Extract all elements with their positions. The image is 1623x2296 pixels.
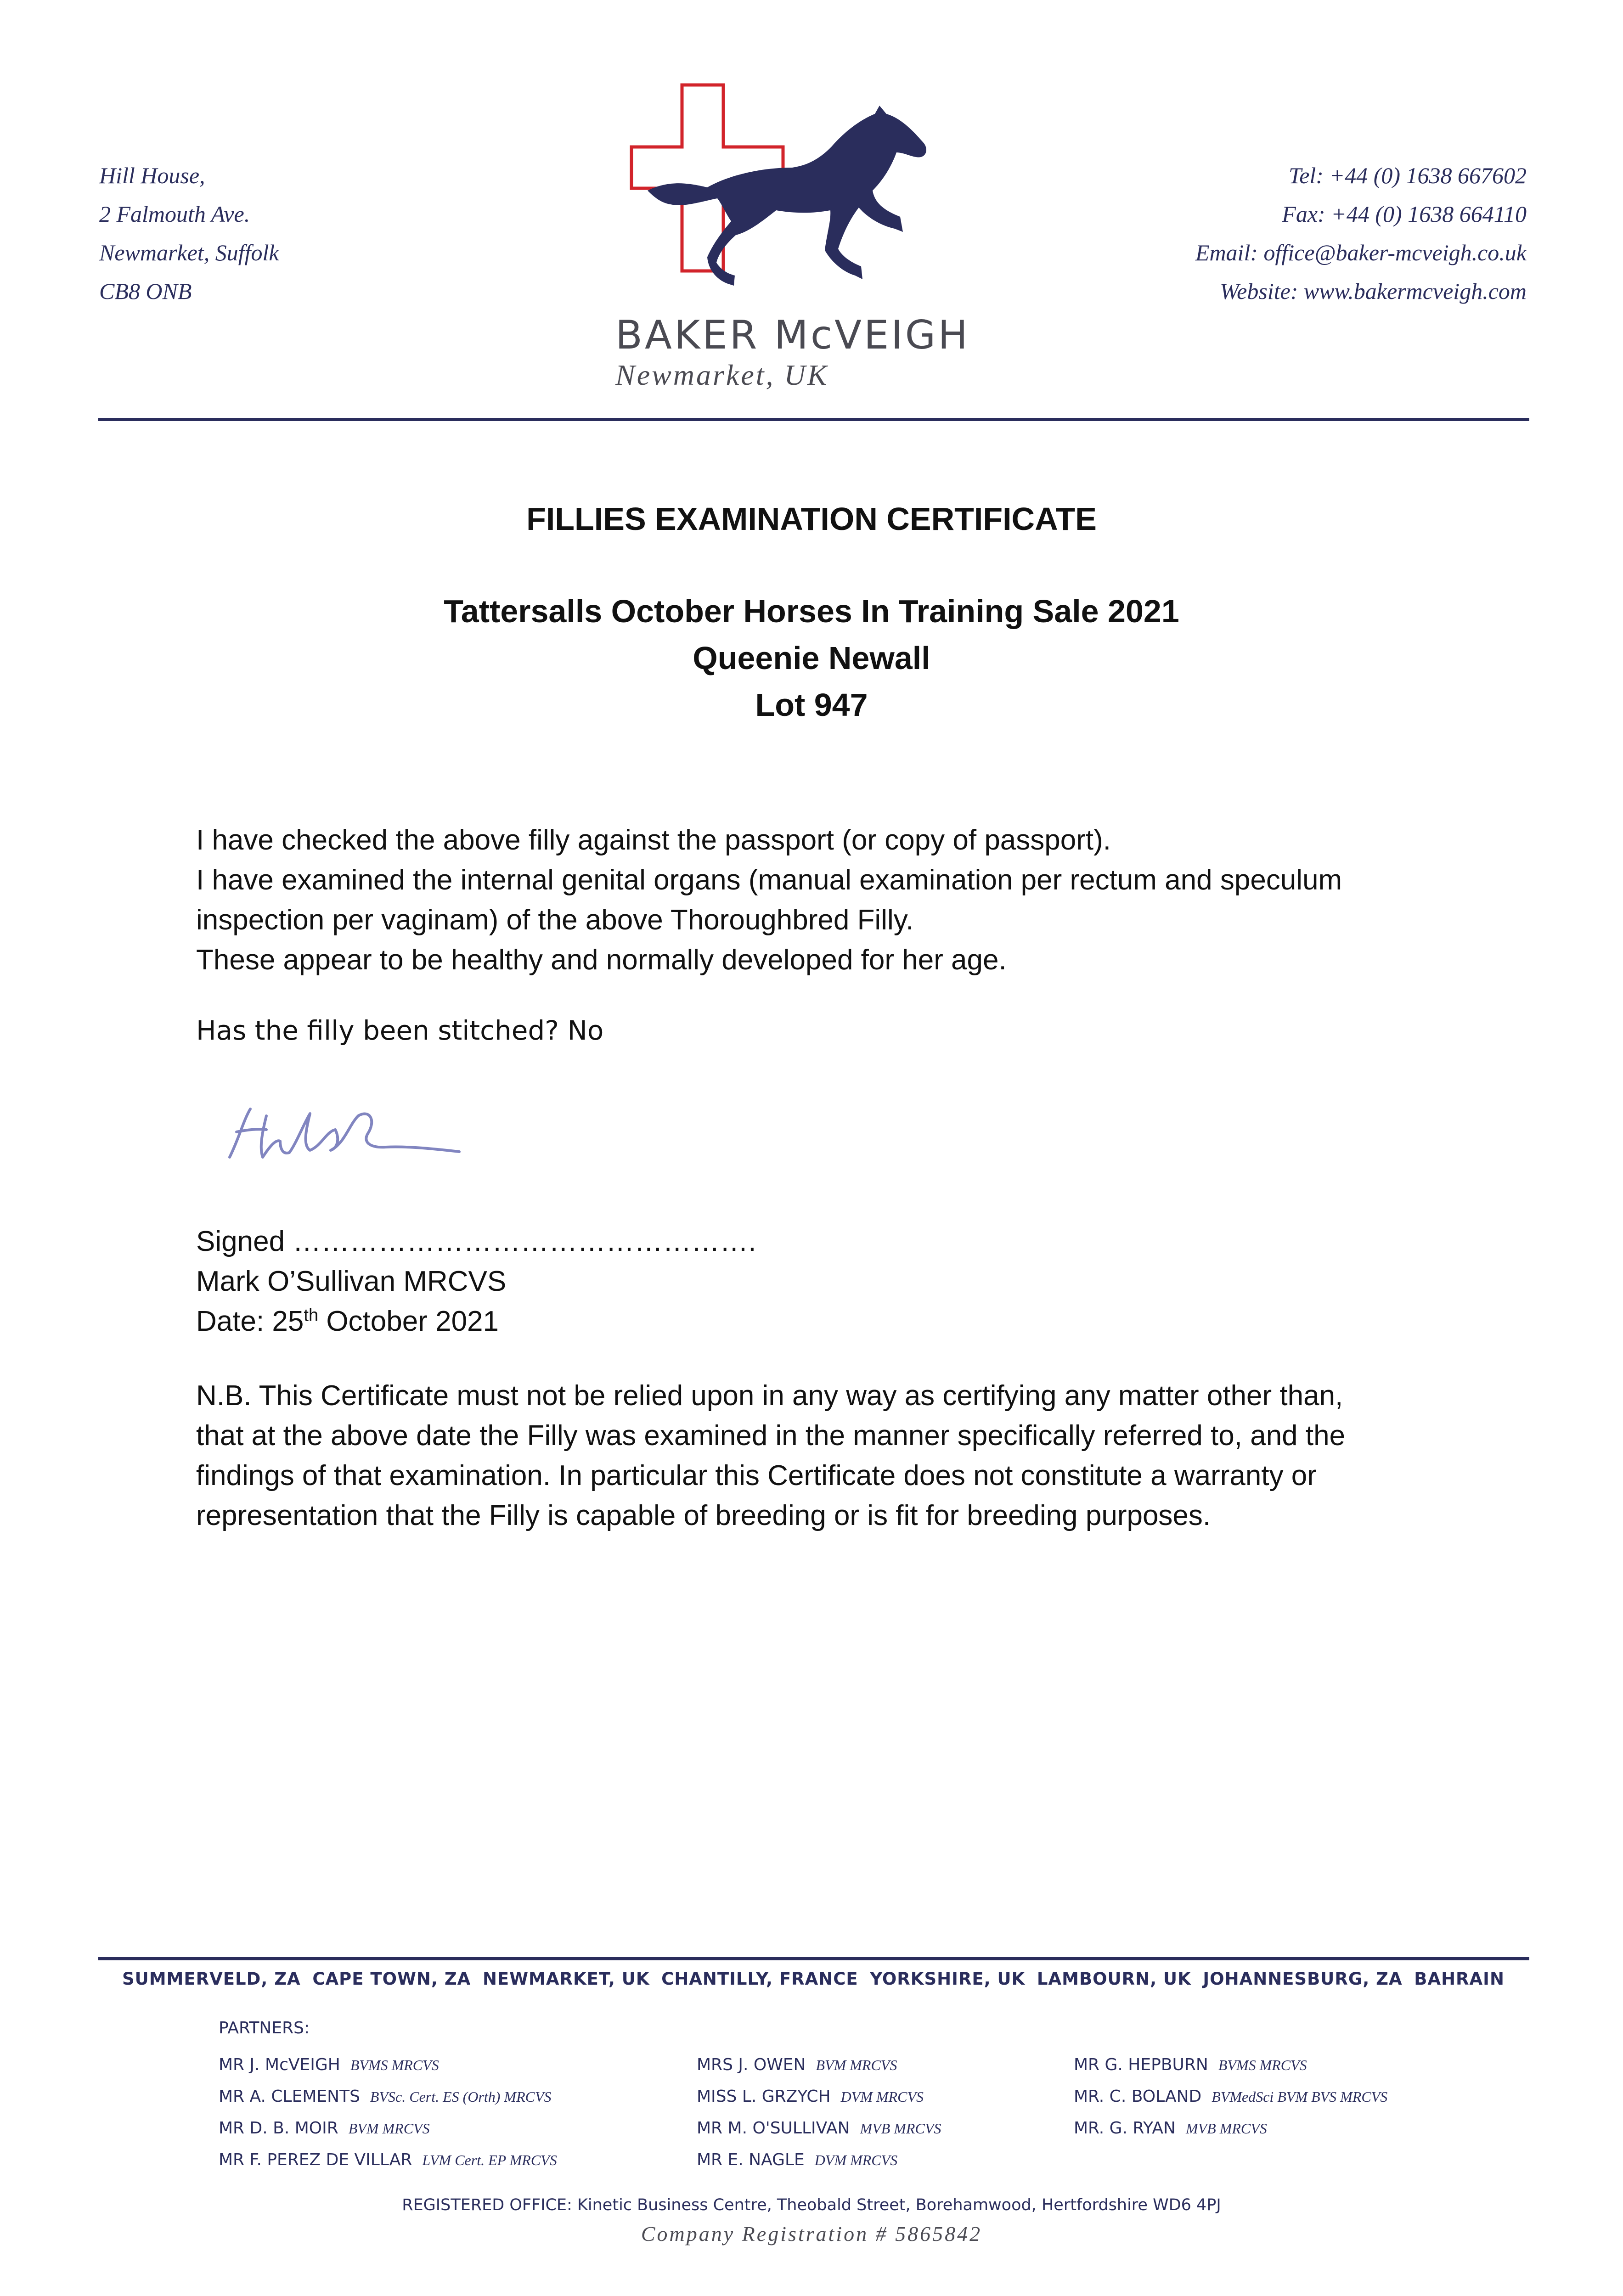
location-item: BAHRAIN [1414,1969,1505,1989]
partner-entry [219,2112,557,2144]
sale-name: Tattersalls October Horses In Training Sale 2021 [444,593,1179,629]
partner-name: MRS J. OWEN [697,2055,806,2074]
disclaimer-line: representation that the Filly is capable of breeding or is fit for breeding purposes. [196,1500,1211,1531]
address-line: 2 Falmouth Ave. [99,201,250,227]
location-item: YORKSHIRE, UK [870,1969,1026,1989]
location-item: LAMBOURN, UK [1037,1969,1191,1989]
website-link[interactable]: Website: www.bakermcveigh.com [1220,278,1527,304]
location-item: CHANTILLY, FRANCE [661,1969,858,1989]
statement-line: inspection per vaginam) of the above Thoroughbred Filly. [196,904,914,936]
location-item: CAPE TOWN, ZA [312,1969,471,1989]
phone-line: Tel: +44 (0) 1638 667602 [1289,163,1527,188]
partner-qualifications: MVB MRCVS [860,2120,941,2137]
statement-line: I have examined the internal genital organs (manual examination per rectum and speculum [196,864,1342,896]
statement-line: These appear to be healthy and normally developed for her age. [196,944,1007,976]
partner-name: MR E. NAGLE [697,2150,805,2169]
fax-line: Fax: +44 (0) 1638 664110 [1282,201,1527,227]
letterhead-address [99,156,279,310]
disclaimer-line: N.B. This Certificate must not be relied upon in any way as certifying any matter other than, [196,1380,1343,1412]
vet-name: Mark O’Sullivan MRCVS [196,1266,507,1297]
date-suffix: October 2021 [318,1306,499,1337]
date-prefix: Date: 25 [196,1306,304,1337]
partner-name: MR. G. RYAN [1074,2119,1176,2138]
brand-name: BAKER McVEIGH [615,312,970,358]
partner-entry [1074,2081,1387,2112]
partner-entry [697,2081,941,2112]
partner-qualifications: LVM Cert. EP MRCVS [422,2152,557,2168]
partner-name: MR G. HEPBURN [1074,2055,1208,2074]
address-line: Hill House, [99,163,205,188]
brand-location: Newmarket, UK [615,359,829,391]
partner-entry [219,2144,557,2176]
office-locations [122,1969,1505,1989]
address-line: Newmarket, Suffolk [99,240,279,265]
lot-number: Lot 947 [755,687,868,723]
email-link[interactable]: Email: office@baker-mcveigh.co.uk [1195,240,1527,265]
header-divider [98,418,1529,421]
partner-qualifications: BVMedSci BVM BVS MRCVS [1212,2088,1388,2105]
partner-qualifications: BVM MRCVS [348,2120,430,2137]
footer-divider [98,1957,1529,1960]
partner-qualifications: DVM MRCVS [840,2088,924,2105]
partner-entry [219,2049,557,2081]
partners-column [697,2049,941,2176]
date-superscript: th [304,1306,319,1325]
nb-disclaimer [196,1376,1445,1536]
examination-statement [196,820,1445,980]
partner-name: MR D. B. MOIR [219,2119,338,2138]
registered-office: REGISTERED OFFICE: Kinetic Business Centre, Theobald Street, Borehamwood, Hertfordshire WD6 4PJ [402,2196,1221,2214]
disclaimer-line: findings of that examination. In particular this Certificate does not constitute a warranty or [196,1460,1317,1491]
letterhead-contact [1195,156,1527,310]
partner-entry [697,2049,941,2081]
disclaimer-line: that at the above date the Filly was examined in the manner specifically referred to, and the [196,1420,1346,1452]
location-item: SUMMERVELD, ZA [122,1969,301,1989]
certificate-title: FILLIES EXAMINATION CERTIFICATE [526,501,1097,537]
partner-name: MR A. CLEMENTS [219,2087,360,2106]
certificate-subtitle [0,588,1623,728]
partner-entry [697,2144,941,2176]
partner-qualifications: BVMS MRCVS [350,2057,439,2073]
partner-name: MISS L. GRZYCH [697,2087,831,2106]
handwritten-signature [211,1088,468,1176]
partner-qualifications: BVSc. Cert. ES (Orth) MRCVS [370,2088,552,2105]
partners-column [1074,2049,1387,2144]
partner-name: MR. C. BOLAND [1074,2087,1202,2106]
partner-qualifications: MVB MRCVS [1185,2120,1267,2137]
partner-qualifications: BVMS MRCVS [1218,2057,1307,2073]
partner-qualifications: BVM MRCVS [816,2057,897,2073]
partner-qualifications: DVM MRCVS [814,2152,898,2168]
partner-name: MR F. PEREZ DE VILLAR [219,2150,412,2169]
address-line: CB8 ONB [99,278,192,304]
signed-line: Signed …………………………………………. [196,1226,756,1257]
partner-name: MR J. McVEIGH [219,2055,340,2074]
partner-name: MR M. O'SULLIVAN [697,2119,850,2138]
partners-label: PARTNERS: [219,2019,310,2037]
exam-date [196,1301,756,1341]
partner-entry [1074,2112,1387,2144]
partner-entry [697,2112,941,2144]
company-registration: Company Registration # 5865842 [641,2222,982,2245]
location-item: JOHANNESBURG, ZA [1203,1969,1403,1989]
partners-column [219,2049,557,2176]
statement-line: I have checked the above filly against the passport (or copy of passport). [196,824,1111,856]
galloping-horse-icon [648,106,926,286]
partner-entry [1074,2049,1387,2081]
location-item: NEWMARKET, UK [482,1969,650,1989]
signature-block [196,1221,756,1341]
stitched-question: Has the filly been stitched? No [196,1015,604,1046]
horse-name: Queenie Newall [693,640,930,676]
partner-entry [219,2081,557,2112]
